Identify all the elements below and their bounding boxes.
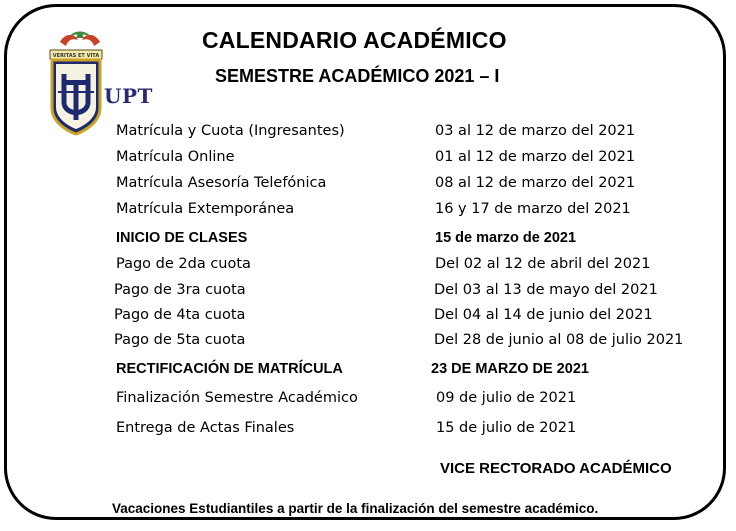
schedule-row-highlight — [0, 359, 736, 383]
schedule-label: Pago de 2da cuota — [116, 256, 251, 272]
schedule-date: Del 03 al 13 de mayo del 2021 — [434, 282, 658, 298]
schedule-row — [0, 305, 736, 329]
schedule-row — [0, 418, 736, 442]
schedule-row — [0, 147, 736, 171]
schedule-row — [0, 173, 736, 197]
schedule-label: Matrícula Extemporánea — [116, 201, 295, 217]
schedule-row — [0, 254, 736, 278]
schedule-row — [0, 330, 736, 354]
schedule-label: Pago de 4ta cuota — [114, 307, 246, 323]
schedule-row — [0, 280, 736, 304]
schedule-row — [0, 388, 736, 412]
schedule-label: Entrega de Actas Finales — [116, 420, 295, 436]
schedule-label: Matrícula Online — [116, 149, 235, 165]
page-title: CALENDARIO ACADÉMICO — [202, 27, 507, 53]
schedule-date: Del 28 de junio al 08 de julio 2021 — [434, 332, 684, 348]
signature-office: VICE RECTORADO ACADÉMICO — [440, 460, 672, 477]
schedule-label: Pago de 5ta cuota — [114, 332, 246, 348]
schedule-label: INICIO DE CLASES — [116, 230, 248, 246]
schedule-row-highlight — [0, 228, 736, 252]
logo-motto: VERITAS ET VITA — [52, 53, 100, 59]
logo-text: UPT — [104, 84, 153, 108]
schedule-label: Finalización Semestre Académico — [116, 390, 358, 406]
schedule-date: 09 de julio de 2021 — [436, 390, 577, 406]
schedule-date: Del 04 al 14 de junio del 2021 — [434, 307, 653, 323]
schedule-date: 08 al 12 de marzo del 2021 — [435, 175, 636, 191]
schedule-label: Matrícula y Cuota (Ingresantes) — [116, 123, 345, 139]
schedule-label: RECTIFICACIÓN DE MATRÍCULA — [116, 361, 343, 377]
schedule-row — [0, 199, 736, 223]
schedule-label: Pago de 3ra cuota — [114, 282, 246, 298]
footer-note: Vacaciones Estudiantiles a partir de la finalización del semestre académico. — [112, 501, 599, 516]
schedule-date: 15 de julio de 2021 — [436, 420, 577, 436]
schedule-date: 01 al 12 de marzo del 2021 — [435, 149, 636, 165]
schedule-row — [0, 121, 736, 145]
schedule-date: 15 de marzo de 2021 — [435, 230, 577, 246]
schedule-label: Matrícula Asesoría Telefónica — [116, 175, 327, 191]
schedule-date: 23 DE MARZO DE 2021 — [431, 361, 589, 377]
schedule-date: 16 y 17 de marzo del 2021 — [435, 201, 631, 217]
schedule-date: Del 02 al 12 de abril del 2021 — [435, 256, 651, 272]
page-subtitle: SEMESTRE ACADÉMICO 2021 – I — [215, 66, 500, 86]
schedule-date: 03 al 12 de marzo del 2021 — [435, 123, 636, 139]
